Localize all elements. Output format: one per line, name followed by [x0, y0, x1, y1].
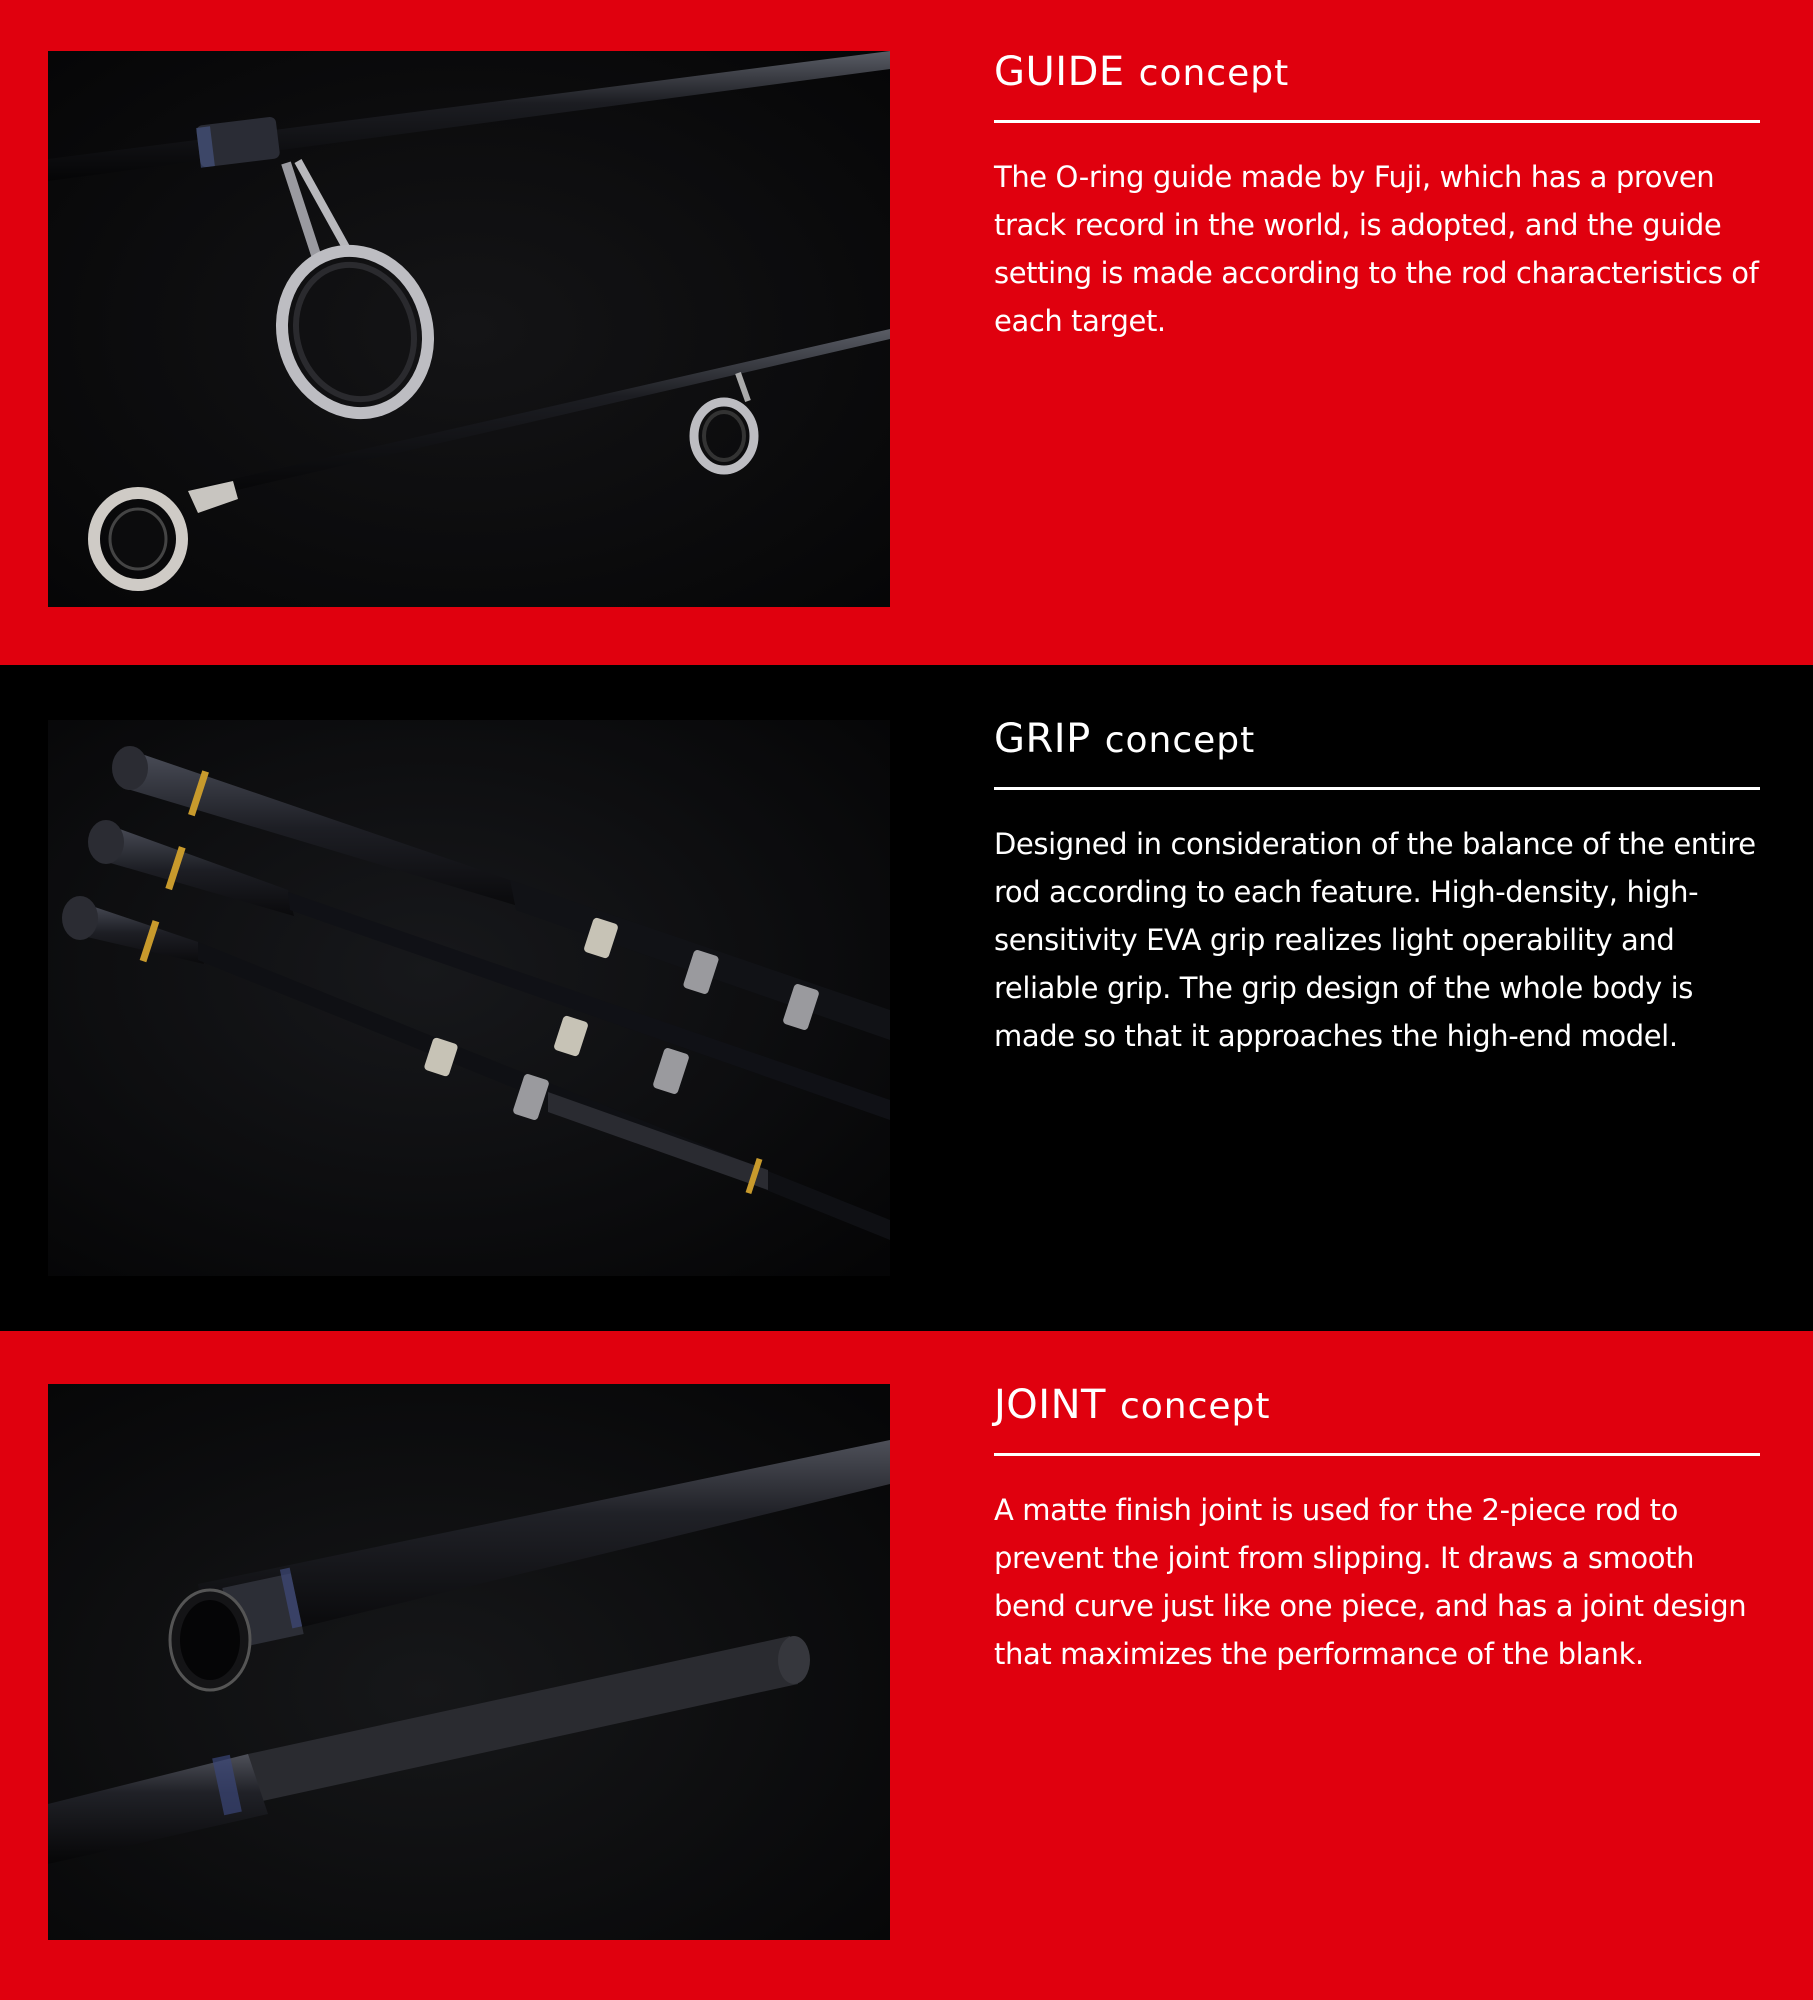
- joint-heading: [994, 1377, 1760, 1435]
- guide-text-column: [994, 44, 1760, 345]
- grip-heading-key: GRIP: [994, 716, 1091, 762]
- joint-body: A matte finish joint is used for the 2-piece rod to prevent the joint from slipping. It draws a smooth bend curve just like one piece, and has a joint design that maximizes the performance of the blank.: [994, 1493, 1747, 1671]
- grip-body: Designed in consideration of the balance of the entire rod according to each feature. High-density, high-sensitivity EVA grip realizes light operability and reliable grip. The grip design of the whole body is made so that it approaches the high-end model.: [994, 827, 1756, 1053]
- grip-heading-rest: concept: [1104, 720, 1256, 761]
- grip-concept-section: [0, 665, 1813, 1331]
- grip-text-column: [994, 711, 1760, 1060]
- joint-heading-key: JOINT: [994, 1382, 1106, 1428]
- grip-heading: [994, 711, 1760, 769]
- guide-divider: [994, 120, 1760, 123]
- rod-guides-photo: [48, 51, 890, 607]
- grip-divider: [994, 787, 1760, 790]
- guide-heading: [994, 44, 1760, 102]
- joint-concept-section: [0, 1331, 1813, 2000]
- rod-grips-photo: [48, 720, 890, 1276]
- joint-heading-rest: concept: [1119, 1386, 1271, 1427]
- joint-text-column: [994, 1377, 1760, 1678]
- rod-joint-photo: [48, 1384, 890, 1940]
- guide-body: The O-ring guide made by Fuji, which has a proven track record in the world, is adopted, and the guide setting is made according to the rod characteristics of each target.: [994, 160, 1759, 338]
- guide-concept-section: [0, 0, 1813, 665]
- guide-heading-rest: concept: [1138, 53, 1290, 94]
- joint-divider: [994, 1453, 1760, 1456]
- guide-heading-key: GUIDE: [994, 49, 1125, 95]
